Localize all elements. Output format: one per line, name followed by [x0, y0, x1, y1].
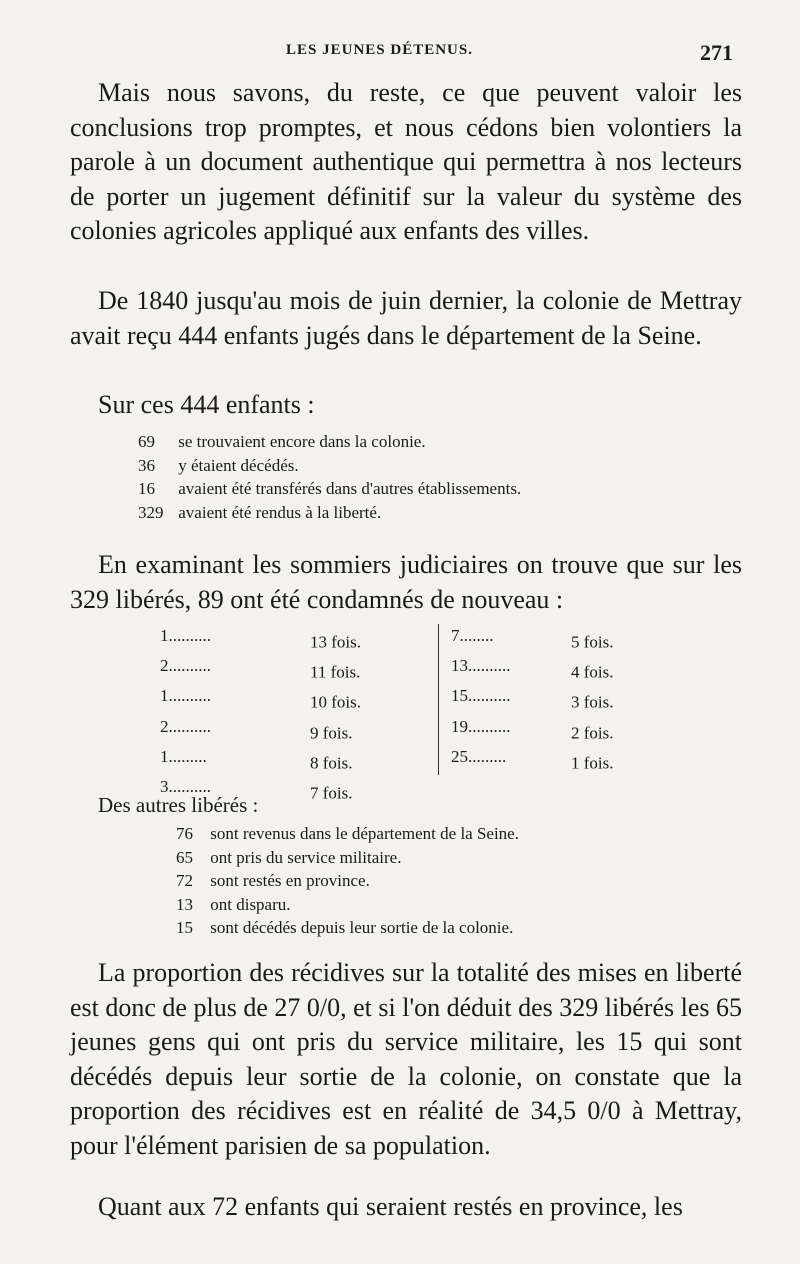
stat-text: avaient été rendus à la liberté. — [178, 502, 382, 522]
stat-number: 36 — [138, 455, 155, 475]
paragraph-2 — [70, 284, 742, 353]
other-text: ont pris du service militaire. — [210, 847, 402, 867]
dot-leader: .......... — [468, 656, 511, 676]
other-number: 13 — [176, 894, 193, 914]
dot-leader: ........ — [459, 626, 494, 645]
list-item — [176, 916, 696, 940]
row-count: 7 — [451, 626, 460, 645]
others-list — [176, 822, 696, 940]
list-item — [176, 869, 696, 893]
paragraph-text: Des autres libérés : — [98, 793, 259, 817]
table-row — [160, 715, 410, 745]
paragraph-text: De 1840 jusqu'au mois de juin dernier, la colonie de Mettray avait reçu 444 enfants jugés dans le département de la Seine. — [70, 286, 742, 350]
dot-leader: .......... — [168, 776, 211, 796]
table-column-right — [438, 624, 651, 775]
paragraph-6 — [70, 956, 742, 1163]
row-times: 4 fois. — [571, 662, 614, 682]
paragraph-7 — [70, 1190, 742, 1225]
paragraph-5 — [70, 788, 742, 823]
dot-leader: .......... — [168, 656, 211, 676]
dot-leader: .......... — [168, 686, 211, 706]
stat-text: avaient été transférés dans d'autres établissements. — [178, 479, 522, 498]
list-item — [138, 501, 698, 525]
row-times: 2 fois. — [571, 723, 614, 743]
row-times: 8 fois. — [310, 753, 353, 773]
row-count: 1 — [160, 746, 169, 766]
row-count: 13 — [451, 656, 468, 676]
list-item — [138, 477, 698, 501]
row-times: 9 fois. — [310, 723, 353, 743]
dot-leader: .......... — [168, 716, 211, 736]
stats-list — [138, 430, 698, 524]
table-row — [160, 684, 410, 714]
stat-number: 16 — [138, 479, 155, 498]
other-number: 65 — [176, 847, 193, 867]
table-row — [451, 745, 651, 775]
list-item — [176, 893, 696, 917]
table-column-left — [160, 624, 410, 805]
other-number: 76 — [176, 824, 193, 843]
paragraph-3 — [70, 388, 742, 423]
row-count: 19 — [451, 716, 468, 736]
other-text: sont restés en province. — [210, 871, 370, 890]
stat-number: 329 — [138, 502, 164, 522]
list-item — [176, 846, 696, 870]
dot-leader: .......... — [468, 716, 511, 736]
row-times: 11 fois. — [310, 662, 361, 682]
row-count: 1 — [160, 626, 169, 645]
row-times: 7 fois. — [310, 783, 353, 803]
paragraph-text: La proportion des récidives sur la totalité des mises en liberté est donc de plus de 27 0/0, et si l'on déduit des 329 libérés les 65 jeunes gens qui ont pris du service militaire, les 15 qui sont décédés depuis leur sortie de la colonie, on constate que la proportion des récidives est en réalité de 34,5 0/0 à Mettray, pour l'élément parisien de sa population. — [70, 958, 742, 1160]
other-number: 15 — [176, 918, 193, 937]
paragraph-1 — [70, 76, 742, 249]
paragraph-text: Quant aux 72 enfants qui seraient restés en province, les — [98, 1192, 683, 1221]
row-count: 25 — [451, 746, 468, 766]
table-row — [451, 654, 651, 684]
other-text: sont revenus dans le département de la Seine. — [210, 824, 519, 843]
row-count: 2 — [160, 656, 169, 676]
page-number: 271 — [700, 40, 733, 65]
row-times: 3 fois. — [571, 692, 614, 712]
row-count: 15 — [451, 686, 468, 706]
table-row — [160, 624, 410, 654]
table-row — [451, 715, 651, 745]
list-item — [138, 454, 698, 478]
paragraph-text: Mais nous savons, du reste, ce que peuvent valoir les conclusions trop promptes, et nous cédons bien volontiers la parole à un document authentique qui permettra à nos lecteurs de porter un jugement définitif sur la valeur du système des colonies agricoles appliqué aux enfants des villes. — [70, 78, 742, 245]
stat-text: y étaient décédés. — [178, 455, 299, 475]
row-times: 1 fois. — [571, 753, 614, 773]
stat-number: 69 — [138, 432, 155, 451]
row-times: 5 fois. — [571, 632, 614, 652]
row-count: 2 — [160, 716, 169, 736]
row-times: 13 fois. — [310, 632, 361, 652]
table-row — [160, 745, 410, 775]
paragraph-text: En examinant les sommiers judiciaires on trouve que sur les 329 libérés, 89 ont été condamnés de nouveau : — [70, 550, 742, 614]
dot-leader: ......... — [168, 746, 207, 766]
table-row — [451, 624, 651, 654]
row-times: 10 fois. — [310, 692, 361, 712]
running-head: LES JEUNES DÉTENUS. — [286, 42, 473, 58]
dot-leader: ......... — [468, 746, 507, 766]
list-item — [138, 430, 698, 454]
table-row — [451, 684, 651, 714]
dot-leader: .......... — [468, 686, 511, 706]
stat-text: se trouvaient encore dans la colonie. — [178, 432, 426, 451]
other-text: sont décédés depuis leur sortie de la colonie. — [210, 918, 514, 937]
row-count: 3 — [160, 776, 169, 796]
row-count: 1 — [160, 686, 169, 706]
table-row — [160, 654, 410, 684]
paragraph-text: Sur ces 444 enfants : — [98, 390, 315, 419]
other-text: ont disparu. — [210, 894, 291, 914]
other-number: 72 — [176, 871, 193, 890]
dot-leader: .......... — [168, 626, 211, 645]
paragraph-4 — [70, 548, 742, 617]
list-item — [176, 822, 696, 846]
recidive-table — [160, 624, 640, 803]
